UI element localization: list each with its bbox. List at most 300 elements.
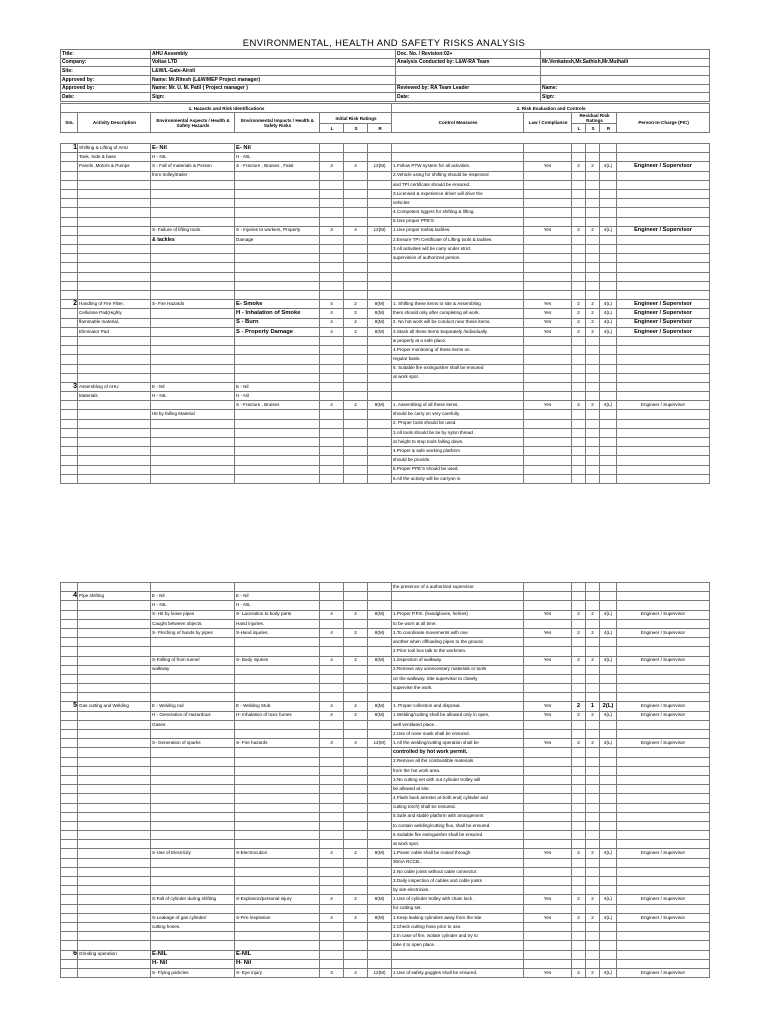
cell-initial-s	[344, 821, 368, 830]
cell-sno	[61, 364, 78, 373]
header-cell: Name:	[541, 84, 710, 93]
cell-sno	[61, 739, 78, 748]
cell-sno	[61, 474, 78, 483]
cell-activity	[78, 739, 151, 748]
cell-sno	[61, 619, 78, 628]
table-row	[61, 263, 710, 272]
table-row	[61, 281, 710, 290]
cell-initial-l: 3	[320, 968, 344, 977]
cell-control: 1.inspection of walkway	[392, 656, 524, 665]
cell-initial-r	[368, 474, 392, 483]
cell-law	[524, 684, 572, 693]
cell-initial-l	[320, 638, 344, 647]
cell-control: 1.Use proper tools& tackles.	[392, 226, 524, 235]
cell-law	[524, 199, 572, 208]
cell-initial-s	[344, 410, 368, 419]
cell-residual-l	[572, 245, 586, 254]
cell-residual-l	[572, 355, 586, 364]
cell-initial-s	[344, 392, 368, 401]
cell-control: 4.Proper monitoring of these items on	[392, 346, 524, 355]
cell-residual-s	[586, 831, 600, 840]
cell-control: them should only after completing all work.	[392, 309, 524, 318]
cell-aspect	[151, 583, 235, 592]
cell-sno	[61, 263, 78, 272]
cell-residual-l	[572, 392, 586, 401]
cell-activity	[78, 419, 151, 428]
cell-control	[392, 601, 524, 610]
cell-residual-s	[586, 840, 600, 849]
cell-sno	[61, 291, 78, 300]
cell-residual-r	[600, 355, 617, 364]
cell-residual-s	[586, 336, 600, 345]
table-row	[61, 318, 710, 327]
cell-activity	[78, 428, 151, 437]
cell-sno	[61, 904, 78, 913]
cell-residual-r: 4(L)	[600, 401, 617, 410]
cell-law: Yes	[524, 702, 572, 711]
cell-residual-r	[600, 217, 617, 226]
cell-activity	[78, 254, 151, 263]
cell-residual-s	[586, 638, 600, 647]
cell-impact	[235, 932, 320, 941]
cell-initial-r	[368, 794, 392, 803]
cell-residual-l	[572, 419, 586, 428]
cell-impact	[235, 904, 320, 913]
cell-law	[524, 665, 572, 674]
cell-initial-s: 2	[344, 300, 368, 309]
cell-law	[524, 208, 572, 217]
cell-impact: S - Property Damage	[235, 327, 320, 336]
cell-initial-l	[320, 803, 344, 812]
cell-law: Yes	[524, 327, 572, 336]
cell-sno	[61, 913, 78, 922]
cell-initial-r	[368, 153, 392, 162]
cell-law	[524, 720, 572, 729]
cell-residual-l	[572, 235, 586, 244]
cell-initial-l	[320, 428, 344, 437]
cell-impact	[235, 638, 320, 647]
cell-activity	[78, 867, 151, 876]
cell-residual-l	[572, 583, 586, 592]
cell-residual-s	[586, 199, 600, 208]
cell-impact	[235, 583, 320, 592]
cell-initial-s	[344, 693, 368, 702]
cell-law: Yes	[524, 628, 572, 637]
cell-initial-r	[368, 410, 392, 419]
cell-initial-r	[368, 674, 392, 683]
cell-residual-r: 4(L)	[600, 318, 617, 327]
cell-residual-r: 4(L)	[600, 309, 617, 318]
cell-aspect	[151, 208, 235, 217]
cell-residual-s	[586, 583, 600, 592]
cell-residual-s	[586, 272, 600, 281]
cell-sno	[61, 867, 78, 876]
cell-activity: Gas cutting and Welding	[78, 702, 151, 711]
cell-impact: H- Nil	[235, 959, 320, 968]
cell-control: vehicles	[392, 199, 524, 208]
cell-activity: Materials	[78, 392, 151, 401]
cell-pic: Engineer / Supervisor	[617, 300, 710, 309]
cell-residual-l: 2	[572, 162, 586, 171]
cell-pic	[617, 785, 710, 794]
cell-residual-r	[600, 373, 617, 382]
cell-initial-s: 2	[344, 913, 368, 922]
cell-residual-l	[572, 189, 586, 198]
cell-residual-l	[572, 775, 586, 784]
cell-initial-l	[320, 474, 344, 483]
cell-control	[392, 144, 524, 153]
cell-pic: Engineer / Supervisor	[617, 309, 710, 318]
cell-activity	[78, 913, 151, 922]
cell-aspect	[151, 309, 235, 318]
cell-pic	[617, 647, 710, 656]
cell-residual-r	[600, 748, 617, 757]
cell-residual-l	[572, 336, 586, 345]
cell-residual-s	[586, 447, 600, 456]
cell-pic: Engineer / Supervisor	[617, 610, 710, 619]
cell-control: should be carry on very carefully.	[392, 410, 524, 419]
cell-initial-r: 8(M)	[368, 702, 392, 711]
cell-law	[524, 794, 572, 803]
cell-sno	[61, 336, 78, 345]
cell-pic: Engineer / Supervisor	[617, 913, 710, 922]
table-row	[61, 886, 710, 895]
cell-residual-s	[586, 748, 600, 757]
cell-activity	[78, 812, 151, 821]
cell-initial-s	[344, 638, 368, 647]
cell-initial-r	[368, 364, 392, 373]
cell-initial-r	[368, 812, 392, 821]
cell-aspect	[151, 693, 235, 702]
cell-pic	[617, 245, 710, 254]
cell-sno	[61, 346, 78, 355]
cell-pic	[617, 886, 710, 895]
cell-residual-l	[572, 812, 586, 821]
cell-residual-l	[572, 171, 586, 180]
cell-aspect: S- Flying particles	[151, 968, 235, 977]
cell-pic	[617, 583, 710, 592]
cell-pic	[617, 382, 710, 391]
cell-initial-r	[368, 840, 392, 849]
cell-initial-l	[320, 583, 344, 592]
cell-aspect	[151, 684, 235, 693]
cell-impact	[235, 665, 320, 674]
cell-initial-r	[368, 254, 392, 263]
cell-pic	[617, 456, 710, 465]
cell-initial-l	[320, 886, 344, 895]
cell-initial-r	[368, 886, 392, 895]
cell-aspect	[151, 336, 235, 345]
header-row	[61, 93, 710, 102]
cell-impact	[235, 720, 320, 729]
cell-law	[524, 465, 572, 474]
cell-impact	[235, 336, 320, 345]
cell-residual-r	[600, 465, 617, 474]
cell-law	[524, 291, 572, 300]
cell-residual-r	[600, 775, 617, 784]
table-row	[61, 162, 710, 171]
cell-residual-l: 2	[572, 895, 586, 904]
cell-aspect	[151, 812, 235, 821]
cell-law: Yes	[524, 162, 572, 171]
cell-impact	[235, 180, 320, 189]
cell-law	[524, 619, 572, 628]
cell-law	[524, 785, 572, 794]
cell-initial-s	[344, 281, 368, 290]
cell-sno	[61, 281, 78, 290]
cell-pic: Engineer / Supervisor	[617, 702, 710, 711]
cell-law	[524, 171, 572, 180]
cell-residual-r	[600, 840, 617, 849]
cell-initial-s: 2	[344, 309, 368, 318]
cell-residual-s	[586, 794, 600, 803]
cell-pic	[617, 821, 710, 830]
document-title: ENVIRONMENTAL, HEALTH AND SAFETY RISKS ANALYSIS	[242, 38, 526, 49]
cell-activity	[78, 346, 151, 355]
cell-aspect: S-Leakage of gas cylinder/	[151, 913, 235, 922]
cell-initial-l: 4	[320, 913, 344, 922]
cell-initial-s	[344, 428, 368, 437]
cell-sno	[61, 877, 78, 886]
cell-activity	[78, 336, 151, 345]
header-cell: Date:	[396, 93, 541, 102]
cell-activity: Handling of Fire Filter,	[78, 300, 151, 309]
table-row	[61, 364, 710, 373]
column-header-table	[60, 103, 710, 133]
cell-control: and TPI certificate should be ensured.	[392, 180, 524, 189]
cell-sno	[61, 583, 78, 592]
cell-residual-l	[572, 730, 586, 739]
cell-sno	[61, 373, 78, 382]
cell-residual-s	[586, 208, 600, 217]
cell-initial-s: 4	[344, 739, 368, 748]
cell-residual-r	[600, 474, 617, 483]
cell-pic	[617, 336, 710, 345]
cell-impact	[235, 189, 320, 198]
cell-residual-l	[572, 647, 586, 656]
cell-impact	[235, 831, 320, 840]
header-cell: Mr.Venkatesh,Mr.Sathish,Mr.Muthaili	[541, 58, 710, 67]
cell-pic	[617, 474, 710, 483]
cell-aspect: H- Nil	[151, 959, 235, 968]
cell-law	[524, 392, 572, 401]
table-row	[61, 180, 710, 189]
cell-control: 3.No cutting set with out cylinder trolley will	[392, 775, 524, 784]
cell-control: 1.Use of safety goggles shall be ensured.	[392, 968, 524, 977]
cell-pic: Engineer / Supervisor	[617, 656, 710, 665]
cell-initial-s	[344, 189, 368, 198]
cell-initial-l	[320, 877, 344, 886]
cell-initial-s	[344, 245, 368, 254]
cell-aspect: S-Fall of cylinder during shifting	[151, 895, 235, 904]
cell-residual-s	[586, 291, 600, 300]
cell-law	[524, 858, 572, 867]
cell-control: should be provide.	[392, 456, 524, 465]
cell-control	[392, 950, 524, 959]
cell-residual-l	[572, 831, 586, 840]
cell-initial-l	[320, 684, 344, 693]
table-row	[61, 831, 710, 840]
cell-law	[524, 601, 572, 610]
cell-initial-r	[368, 757, 392, 766]
cell-control: be allowed at site.	[392, 785, 524, 794]
cell-activity	[78, 226, 151, 235]
cell-residual-s: 2	[586, 327, 600, 336]
cell-initial-r	[368, 904, 392, 913]
cell-initial-s	[344, 254, 368, 263]
cell-residual-s	[586, 355, 600, 364]
table-row	[61, 895, 710, 904]
table-row	[61, 410, 710, 419]
table-row	[61, 327, 710, 336]
cell-aspect	[151, 941, 235, 950]
cell-residual-r	[600, 336, 617, 345]
cell-residual-r	[600, 785, 617, 794]
cell-activity	[78, 941, 151, 950]
cell-law	[524, 364, 572, 373]
cell-law	[524, 336, 572, 345]
cell-law	[524, 766, 572, 775]
cell-initial-r	[368, 647, 392, 656]
table-row	[61, 245, 710, 254]
cell-residual-r	[600, 153, 617, 162]
cell-initial-l	[320, 291, 344, 300]
cell-impact: H - NIL	[235, 153, 320, 162]
cell-pic	[617, 775, 710, 784]
cell-control: 6.All the activity will be carryon in	[392, 474, 524, 483]
cell-impact: S - Injuries to workers, Property	[235, 226, 320, 235]
cell-sno	[61, 428, 78, 437]
cell-activity	[78, 775, 151, 784]
cell-residual-s	[586, 438, 600, 447]
cell-activity: Grinding operation	[78, 950, 151, 959]
cell-pic: Engineer / Supervisor	[617, 226, 710, 235]
cell-residual-r	[600, 693, 617, 702]
cell-impact	[235, 803, 320, 812]
cell-residual-l: 2	[572, 711, 586, 720]
cell-residual-r	[600, 245, 617, 254]
cell-sno	[61, 438, 78, 447]
cell-initial-l	[320, 757, 344, 766]
cell-impact	[235, 674, 320, 683]
cell-initial-l	[320, 831, 344, 840]
cell-initial-r	[368, 355, 392, 364]
cell-initial-l	[320, 153, 344, 162]
cell-initial-r: 8(M)	[368, 610, 392, 619]
header-cell: Company:	[61, 58, 151, 67]
col-residual-l: L	[572, 124, 586, 133]
cell-law	[524, 803, 572, 812]
cell-residual-r	[600, 803, 617, 812]
cell-residual-r	[600, 932, 617, 941]
cell-initial-l: 4	[320, 849, 344, 858]
cell-impact	[235, 438, 320, 447]
cell-initial-r: 12(M)	[368, 739, 392, 748]
table-row	[61, 217, 710, 226]
cell-control: 2. Proper tools should be used.	[392, 419, 524, 428]
cell-residual-r	[600, 941, 617, 950]
cell-pic	[617, 410, 710, 419]
cell-residual-s	[586, 428, 600, 437]
cell-initial-s	[344, 665, 368, 674]
cell-residual-l	[572, 373, 586, 382]
cell-law	[524, 840, 572, 849]
cell-initial-l	[320, 867, 344, 876]
cell-impact: S-Hand injuries.	[235, 628, 320, 637]
cell-pic	[617, 180, 710, 189]
table-row	[61, 702, 710, 711]
cell-initial-r	[368, 592, 392, 601]
cell-initial-r: 12(M)	[368, 162, 392, 171]
cell-initial-l	[320, 794, 344, 803]
cell-impact	[235, 447, 320, 456]
table-row	[61, 858, 710, 867]
cell-residual-l	[572, 254, 586, 263]
cell-impact: Hand injuries.	[235, 619, 320, 628]
cell-activity	[78, 456, 151, 465]
cell-aspect	[151, 281, 235, 290]
col-initial-r: R	[368, 124, 392, 133]
cell-initial-l	[320, 281, 344, 290]
cell-aspect: E- Nil	[151, 144, 235, 153]
cell-initial-s	[344, 263, 368, 272]
cell-law	[524, 355, 572, 364]
cell-initial-s	[344, 775, 368, 784]
cell-initial-l: 4	[320, 711, 344, 720]
cell-sno	[61, 711, 78, 720]
cell-initial-l: 4	[320, 628, 344, 637]
cell-control: & properly at a safe place.	[392, 336, 524, 345]
cell-residual-r	[600, 171, 617, 180]
table-row	[61, 693, 710, 702]
cell-activity	[78, 180, 151, 189]
cell-sno	[61, 812, 78, 821]
cell-law	[524, 235, 572, 244]
cell-activity	[78, 447, 151, 456]
cell-impact: S-Explosion/personal injury	[235, 895, 320, 904]
cell-residual-l	[572, 803, 586, 812]
section-header-left: 1. Hazards and Risk Identifications	[61, 104, 392, 113]
cell-initial-l	[320, 858, 344, 867]
cell-control: 2.Prior tool box talk to the workmen.	[392, 647, 524, 656]
cell-sno	[61, 465, 78, 474]
cell-initial-r: 8(M)	[368, 849, 392, 858]
cell-initial-l	[320, 785, 344, 794]
cell-pic	[617, 447, 710, 456]
cell-law	[524, 821, 572, 830]
cell-residual-s: 2	[586, 162, 600, 171]
cell-residual-l: 2	[572, 656, 586, 665]
cell-initial-s: 2	[344, 849, 368, 858]
cell-residual-l	[572, 932, 586, 941]
cell-pic: Engineer / Supervisor	[617, 327, 710, 336]
cell-residual-l	[572, 840, 586, 849]
cell-pic	[617, 272, 710, 281]
cell-initial-r	[368, 419, 392, 428]
cell-law: Yes	[524, 968, 572, 977]
cell-impact	[235, 199, 320, 208]
cell-control	[392, 592, 524, 601]
cell-impact	[235, 812, 320, 821]
cell-activity	[78, 730, 151, 739]
cell-activity	[78, 922, 151, 931]
cell-residual-s	[586, 720, 600, 729]
cell-aspect: S- Pinching of hands by pipes	[151, 628, 235, 637]
table-row	[61, 465, 710, 474]
cell-initial-s	[344, 291, 368, 300]
cell-aspect	[151, 245, 235, 254]
cell-control: 30mA RCCB..	[392, 858, 524, 867]
